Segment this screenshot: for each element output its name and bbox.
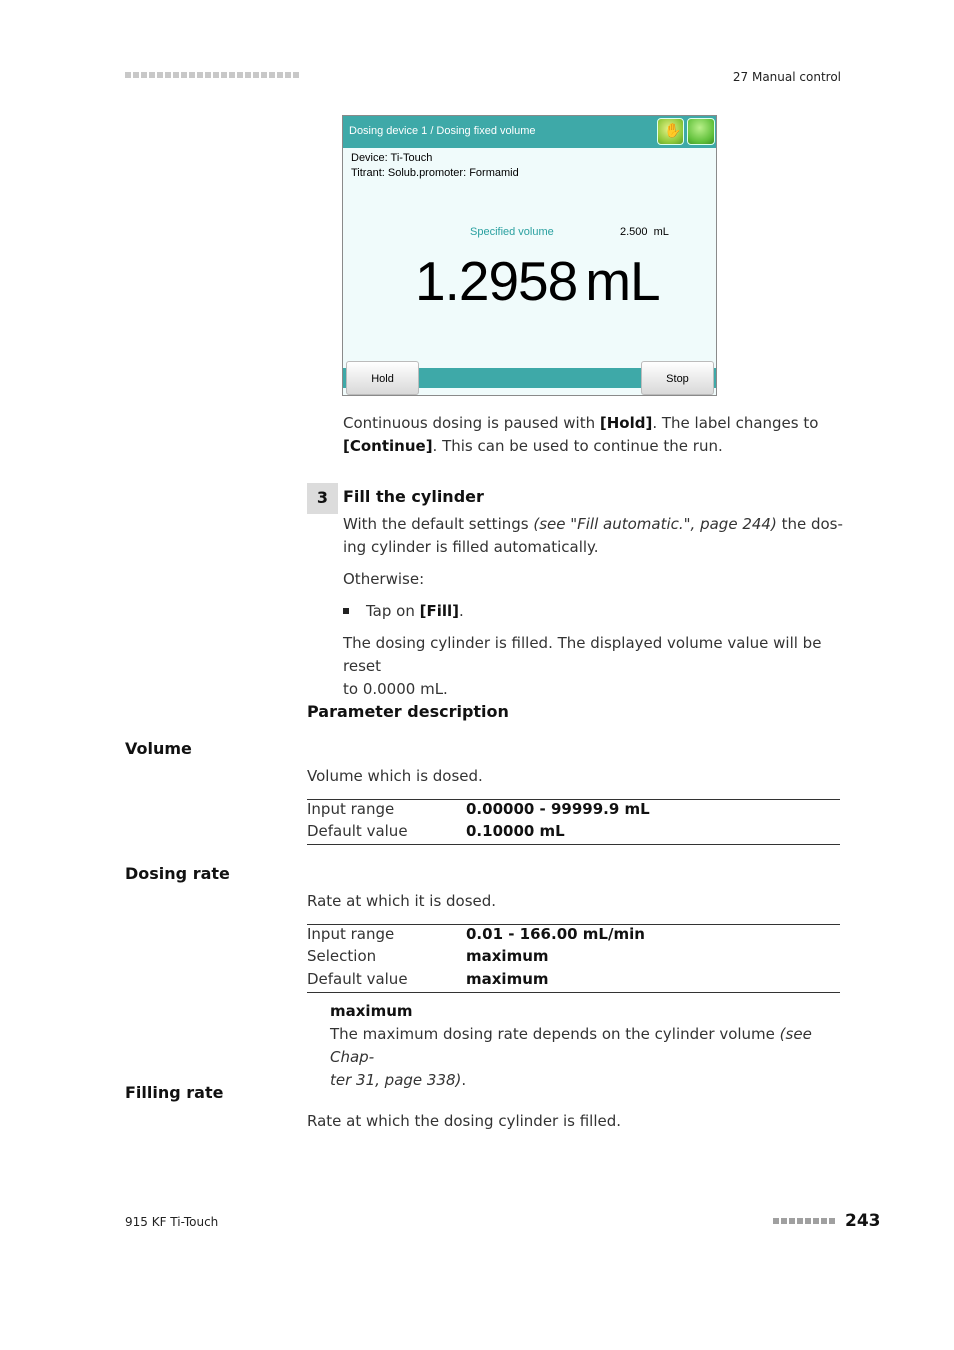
screen-title: Dosing device 1 / Dosing fixed volume (349, 125, 536, 137)
specified-volume-value: 2.500 mL (620, 226, 669, 238)
param-dosing-rate-label: Dosing rate (125, 864, 230, 883)
green-status-icon[interactable] (687, 118, 715, 145)
hold-button[interactable]: Hold (346, 361, 419, 395)
table-value: 0.10000 mL (466, 822, 565, 840)
page-number: 243 (845, 1211, 881, 1231)
param-filling-rate-label: Filling rate (125, 1083, 224, 1102)
chapter-title: 27 Manual control (732, 70, 841, 84)
table-value: maximum (466, 947, 549, 965)
titrant-line: Titrant: Solub.promoter: Formamid (351, 167, 519, 179)
table-key: Input range (307, 800, 395, 818)
table-value: 0.00000 - 99999.9 mL (466, 800, 650, 818)
param-volume-label: Volume (125, 739, 192, 758)
table-key: Default value (307, 822, 408, 840)
volume-value: 1.2958 (415, 250, 578, 312)
footer-product: 915 KF Ti-Touch (125, 1215, 219, 1229)
table-key: Default value (307, 970, 408, 988)
fill-result: The dosing cylinder is filled. The displayed volume value will be reset to 0.0000 mL. (343, 634, 822, 698)
bullet-marker (343, 608, 349, 614)
specified-volume-label: Specified volume (470, 226, 554, 238)
cross-reference-link[interactable]: (see "Fill automatic.", page 244) (533, 515, 777, 533)
device-line: Device: Ti-Touch (351, 152, 433, 164)
step-paragraph: With the default settings (see "Fill automatic.", page 244) the dos- ing cylinder is filled automatically. (343, 515, 843, 556)
device-info (351, 151, 519, 181)
table-value: 0.01 - 166.00 mL/min (466, 925, 645, 943)
option-title: maximum (330, 1002, 413, 1020)
section-heading: Parameter description (307, 702, 509, 721)
step-title: Fill the cylinder (343, 487, 484, 506)
table-rule (307, 844, 840, 845)
volume-unit: mL (585, 250, 660, 312)
step-number: 3 (307, 483, 338, 514)
param-filling-rate-desc: Rate at which the dosing cylinder is filled. (307, 1112, 622, 1130)
device-screen (342, 115, 717, 396)
table-key: Input range (307, 925, 395, 943)
screen-titlebar (343, 116, 716, 148)
otherwise-text: Otherwise: (343, 570, 425, 588)
param-volume-desc: Volume which is dosed. (307, 767, 483, 785)
table-key: Selection (307, 947, 377, 965)
table-rule (307, 992, 840, 993)
hold-description: Continuous dosing is paused with [Hold]. The label changes to [Continue]. This can be used to continue the run. (343, 414, 819, 455)
cross-reference-link[interactable]: (see Chap- (330, 1025, 812, 1066)
hand-icon[interactable]: ✋ (657, 118, 684, 145)
volume-display (415, 249, 660, 313)
header-decoration (125, 72, 299, 78)
bullet-item: Tap on [Fill]. (366, 602, 464, 620)
stop-button[interactable]: Stop (641, 361, 714, 395)
option-description: The maximum dosing rate depends on the cylinder volume (see Chap- ter 31, page 338). (330, 1025, 812, 1089)
param-dosing-rate-desc: Rate at which it is dosed. (307, 892, 497, 910)
table-value: maximum (466, 970, 549, 988)
footer-decoration (773, 1218, 835, 1224)
